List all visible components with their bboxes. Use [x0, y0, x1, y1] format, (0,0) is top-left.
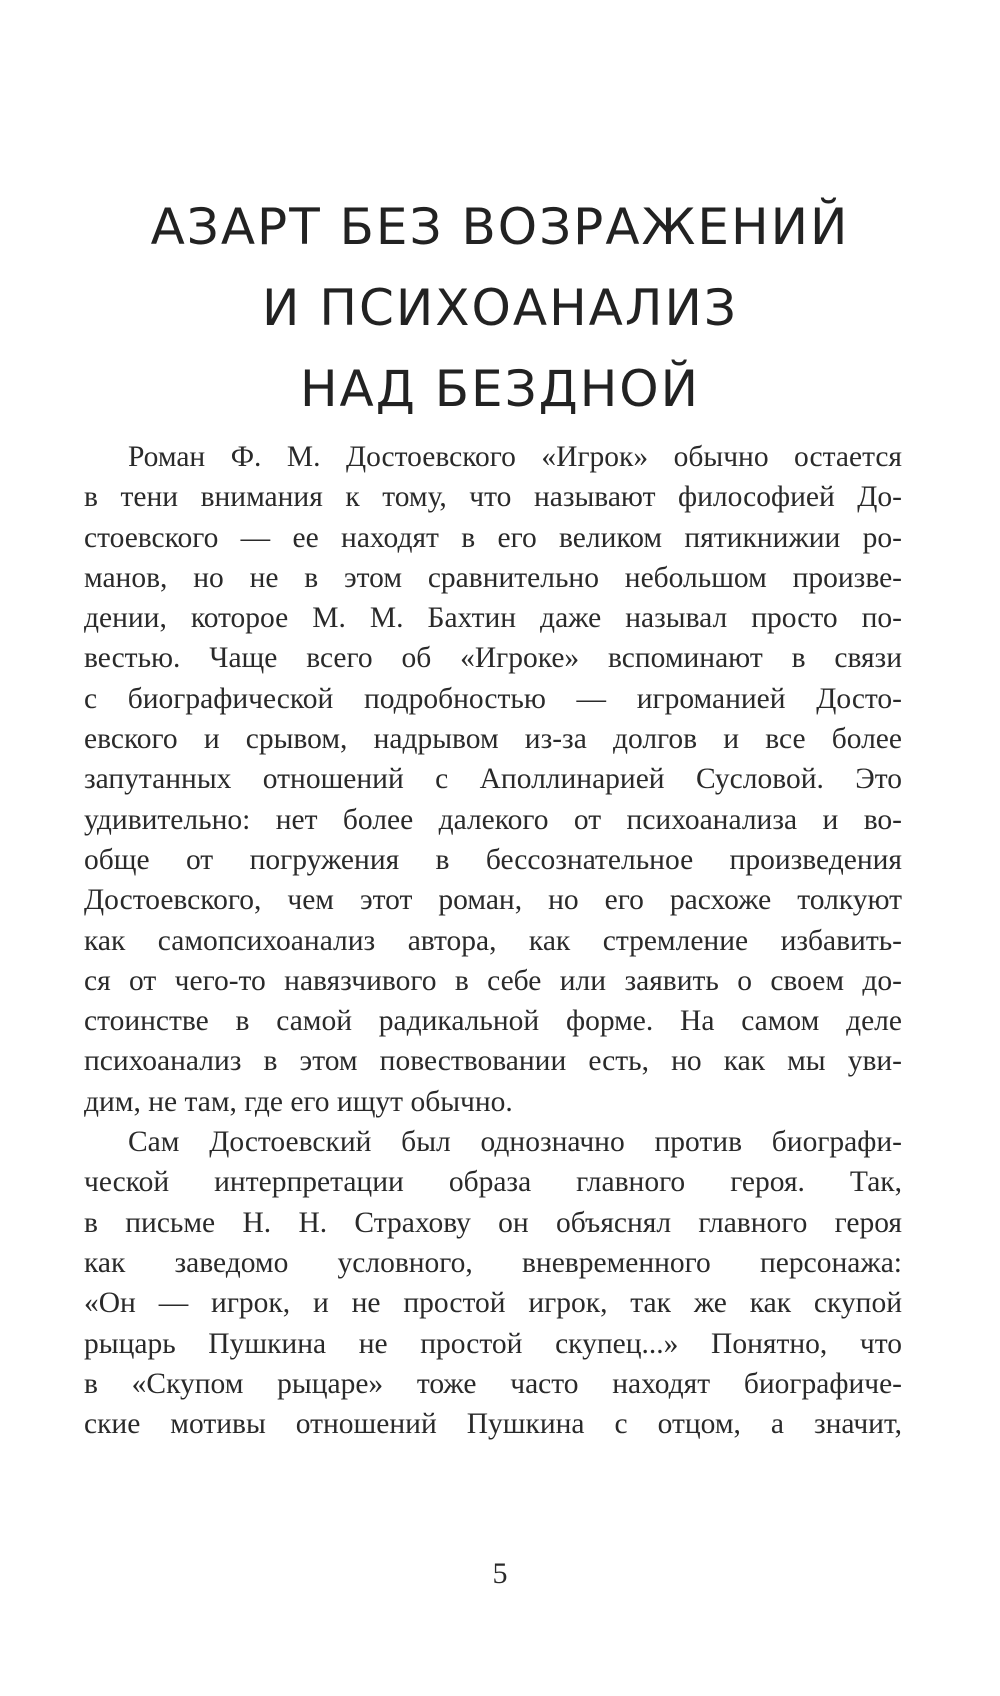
paragraph-1-line: манов, но не в этом сравнительно небольшом произве- [84, 561, 902, 594]
paragraph-1-line: с биографической подробностью — игроманией Досто- [84, 682, 902, 715]
paragraph-1-line: дении, которое М. М. Бахтин даже называл просто по- [84, 602, 902, 635]
paragraph-1-line: обще от погружения в бессознательное произведения [84, 843, 902, 876]
paragraph-2-line: рыцарь Пушкина не простой скупец...» Понятно, что [84, 1327, 902, 1360]
chapter-title-line-1: АЗАРТ БЕЗ ВОЗРАЖЕНИЙ [150, 198, 850, 256]
paragraph-2-line: ческой интерпретации образа главного героя. Так, [84, 1166, 902, 1199]
paragraph-1-line: запутанных отношений с Аполлинарией Сусловой. Это [84, 763, 902, 796]
paragraph-2-line: в «Скупом рыцаре» тоже часто находят биографиче- [84, 1367, 902, 1400]
paragraph-1-line: психоанализ в этом повествовании есть, но как мы уви- [84, 1045, 902, 1078]
body-text [84, 437, 902, 1444]
page-number: 5 [492, 1557, 508, 1590]
paragraph-2-line: Сам Достоевский был однозначно против биографи- [128, 1126, 902, 1159]
paragraph-1-line: стоевского — ее находят в его великом пятикнижии ро- [84, 521, 902, 554]
paragraph-2-line: ские мотивы отношений Пушкина с отцом, а значит, [84, 1408, 902, 1441]
paragraph-1-line: вестью. Чаще всего об «Игроке» вспоминают в связи [84, 642, 902, 675]
paragraph-1-line: Роман Ф. М. Достоевского «Игрок» обычно остается [128, 441, 902, 473]
paragraph-1-line: евского и срывом, надрывом из-за долгов и все более [84, 723, 902, 756]
paragraph-1-line: как самопсихоанализ автора, как стремление избавить- [84, 924, 902, 957]
paragraph-1-line: в тени внимания к тому, что называют философией До- [84, 481, 902, 514]
chapter-title-line-3: НАД БЕЗДНОЙ [299, 360, 701, 418]
chapter-title-line-2: И ПСИХОАНАЛИЗ [262, 279, 738, 337]
paragraph-2-line: как заведомо условного, вневременного персонажа: [84, 1246, 902, 1279]
paragraph-1-line: удивительно: нет более далекого от психоанализа и во- [84, 803, 902, 836]
paragraph-2-line: в письме Н. Н. Страхову он объяснял главного героя [84, 1206, 902, 1239]
paragraph-1-line: Достоевского, чем этот роман, но его расхоже толкуют [84, 884, 902, 917]
paragraph-1-line: дим, не там, где его ищут обычно. [84, 1085, 513, 1118]
paragraph-1-line: ся от чего-то навязчивого в себе или заявить о своем до- [84, 964, 902, 997]
paragraph-1-line: стоинстве в самой радикальной форме. На самом деле [84, 1005, 902, 1038]
chapter-title [0, 187, 1000, 430]
paragraph-2-line: «Он — игрок, и не простой игрок, так же как скупой [84, 1287, 902, 1320]
